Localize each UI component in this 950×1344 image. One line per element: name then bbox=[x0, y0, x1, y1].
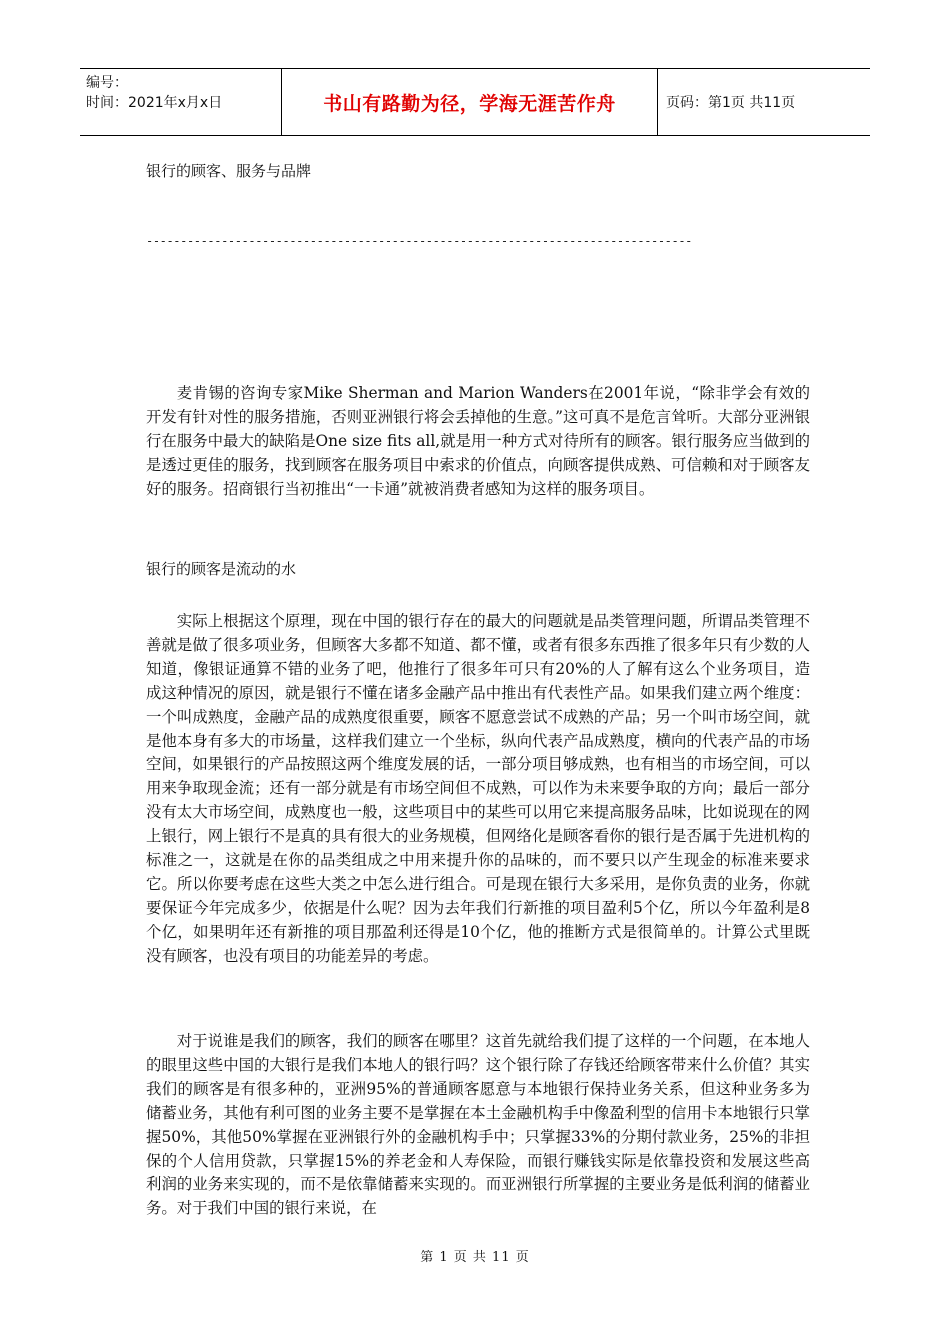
document-title: 银行的顾客、服务与品牌 bbox=[146, 162, 312, 180]
header-time-label: 时间：2021年x月x日 bbox=[86, 95, 223, 111]
paragraph-1: 麦肯锡的咨询专家Mike Sherman and Marion Wanders在2001年说，“除非学会有效的开发有针对性的服务措施，否则亚洲银行将会丢掉他的生意。”这可真不是危言耸听。大部分亚洲银行在服务中最大的缺陷是One size fits all,就是用一种方式对待所有的顾客。银行服务应当做到的是透过更佳的服务，找到顾客在服务项目中索求的价值点，向顾客提供成熟、可信赖和对于顾客友好的服务。招商银行当初推出“一卡通”就被消费者感知为这样的服务项目。 bbox=[146, 384, 810, 498]
dashed-divider: -------------------------------------------------------------------------------- bbox=[146, 234, 692, 248]
paragraph-3: 对于说谁是我们的顾客，我们的顾客在哪里？这首先就给我们提了这样的一个问题，在本地人的眼里这些中国的大银行是我们本地人的银行吗？这个银行除了存钱还给顾客带来什么价值？其实我们的顾客是有很多种的，亚洲95%的普通顾客愿意与本地银行保持业务关系，但这种业务多为储蓄业务，其他有利可图的业务主要不是掌握在本土金融机构手中像盈利型的信用卡本地银行只掌握50%，其他50%掌握在亚洲银行外的金融机构手中；只掌握33%的分期付款业务，25%的非担保的个人信用贷款，只掌握15%的养老金和人寿保险，而银行赚钱实际是依靠投资和发展这些高利润的业务来实现的，而不是依靠储蓄来实现的。而亚洲银行所掌握的主要业务是低利润的储蓄业务。对于我们中国的银行来说，在 bbox=[146, 1032, 810, 1218]
page-footer: 第 1 页 共 11 页 bbox=[420, 1250, 530, 1265]
header-page-info: 页码：第1页 共11页 bbox=[666, 95, 796, 111]
header-table bbox=[80, 68, 870, 136]
section-heading: 银行的顾客是流动的水 bbox=[146, 560, 297, 578]
header-motto: 书山有路勤为径，学海无涯苦作舟 bbox=[282, 69, 658, 135]
header-meta-cell bbox=[80, 69, 282, 135]
header-number-label: 编号： bbox=[86, 75, 128, 91]
paragraph-2: 实际上根据这个原理，现在中国的银行存在的最大的问题就是品类管理问题，所谓品类管理不善就是做了很多项业务，但顾客大多都不知道、都不懂，或者有很多东西推了很多年只有少数的人知道，像银证通算不错的业务了吧，他推行了很多年可只有20%的人了解有这么个业务项目，造成这种情况的原因，就是银行不懂在诸多金融产品中推出有代表性产品。如果我们建立两个维度：一个叫成熟度，金融产品的成熟度很重要，顾客不愿意尝试不成熟的产品；另一个叫市场空间，就是他本身有多大的市场量，这样我们建立一个坐标，纵向代表产品成熟度，横向的代表产品的市场空间，如果银行的产品按照这两个维度发展的话，一部分项目够成熟，也有相当的市场空间，可以用来争取现金流；还有一部分就是有市场空间但不成熟，可以作为未来要争取的方向；最后一部分没有太大市场空间，成熟度也一般，这些项目中的某些可以用它来提高服务品味，比如说现在的网上银行，网上银行不是真的具有很大的业务规模，但网络化是顾客看你的银行是否属于先进机构的标准之一，这就是在你的品类组成之中用来提升你的品味的，而不要只以产生现金的标准来要求它。所以你要考虑在这些大类之中怎么进行组合。可是现在银行大多采用，是你负责的业务，你就要保证今年完成多少，依据是什么呢？因为去年我们行新推的项目盈利5个亿，所以今年盈利是8个亿，如果明年还有新推的项目那盈利还得是10个亿，他的推断方式是很简单的。计算公式里既没有顾客，也没有项目的功能差异的考虑。 bbox=[146, 612, 810, 965]
